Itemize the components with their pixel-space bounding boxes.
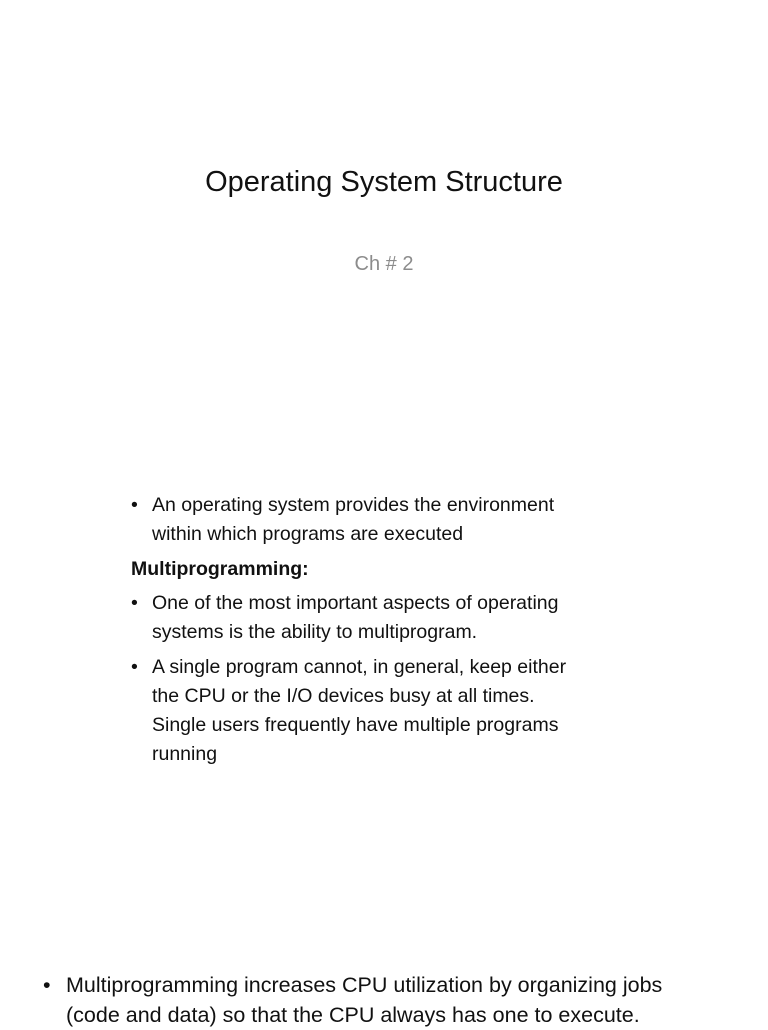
bullet-line: Multiprogramming increases CPU utilization by organizing jobs (66, 973, 663, 997)
bullet-marker: • (131, 494, 138, 516)
bullet-item (131, 589, 631, 647)
bullet-line: (code and data) so that the CPU always has one to execute. (66, 1003, 640, 1027)
bullet-marker: • (43, 973, 51, 997)
bullet-line: systems is the ability to multiprogram. (152, 621, 478, 643)
bottom-slide (43, 970, 763, 1030)
bullet-line: within which programs are executed (152, 523, 464, 545)
bullet-marker: • (131, 656, 138, 678)
bullet-item (131, 653, 631, 769)
bullet-line: An operating system provides the environment (152, 494, 555, 516)
bullet-marker: • (131, 592, 138, 614)
slide-title: Operating System Structure (205, 166, 563, 198)
bullet-line: A single program cannot, in general, keep either (152, 656, 567, 678)
bullet-line: the CPU or the I/O devices busy at all times. (152, 685, 535, 707)
bullet-line: running (152, 743, 218, 765)
bullet-item (131, 491, 631, 549)
bullet-line: One of the most important aspects of operating (152, 592, 559, 614)
bullet-item (43, 970, 763, 1030)
section-heading: Multiprogramming: (131, 558, 309, 580)
bullet-line: Single users frequently have multiple programs (152, 714, 559, 736)
content-slide (131, 491, 631, 769)
slide-subtitle: Ch # 2 (354, 253, 414, 275)
